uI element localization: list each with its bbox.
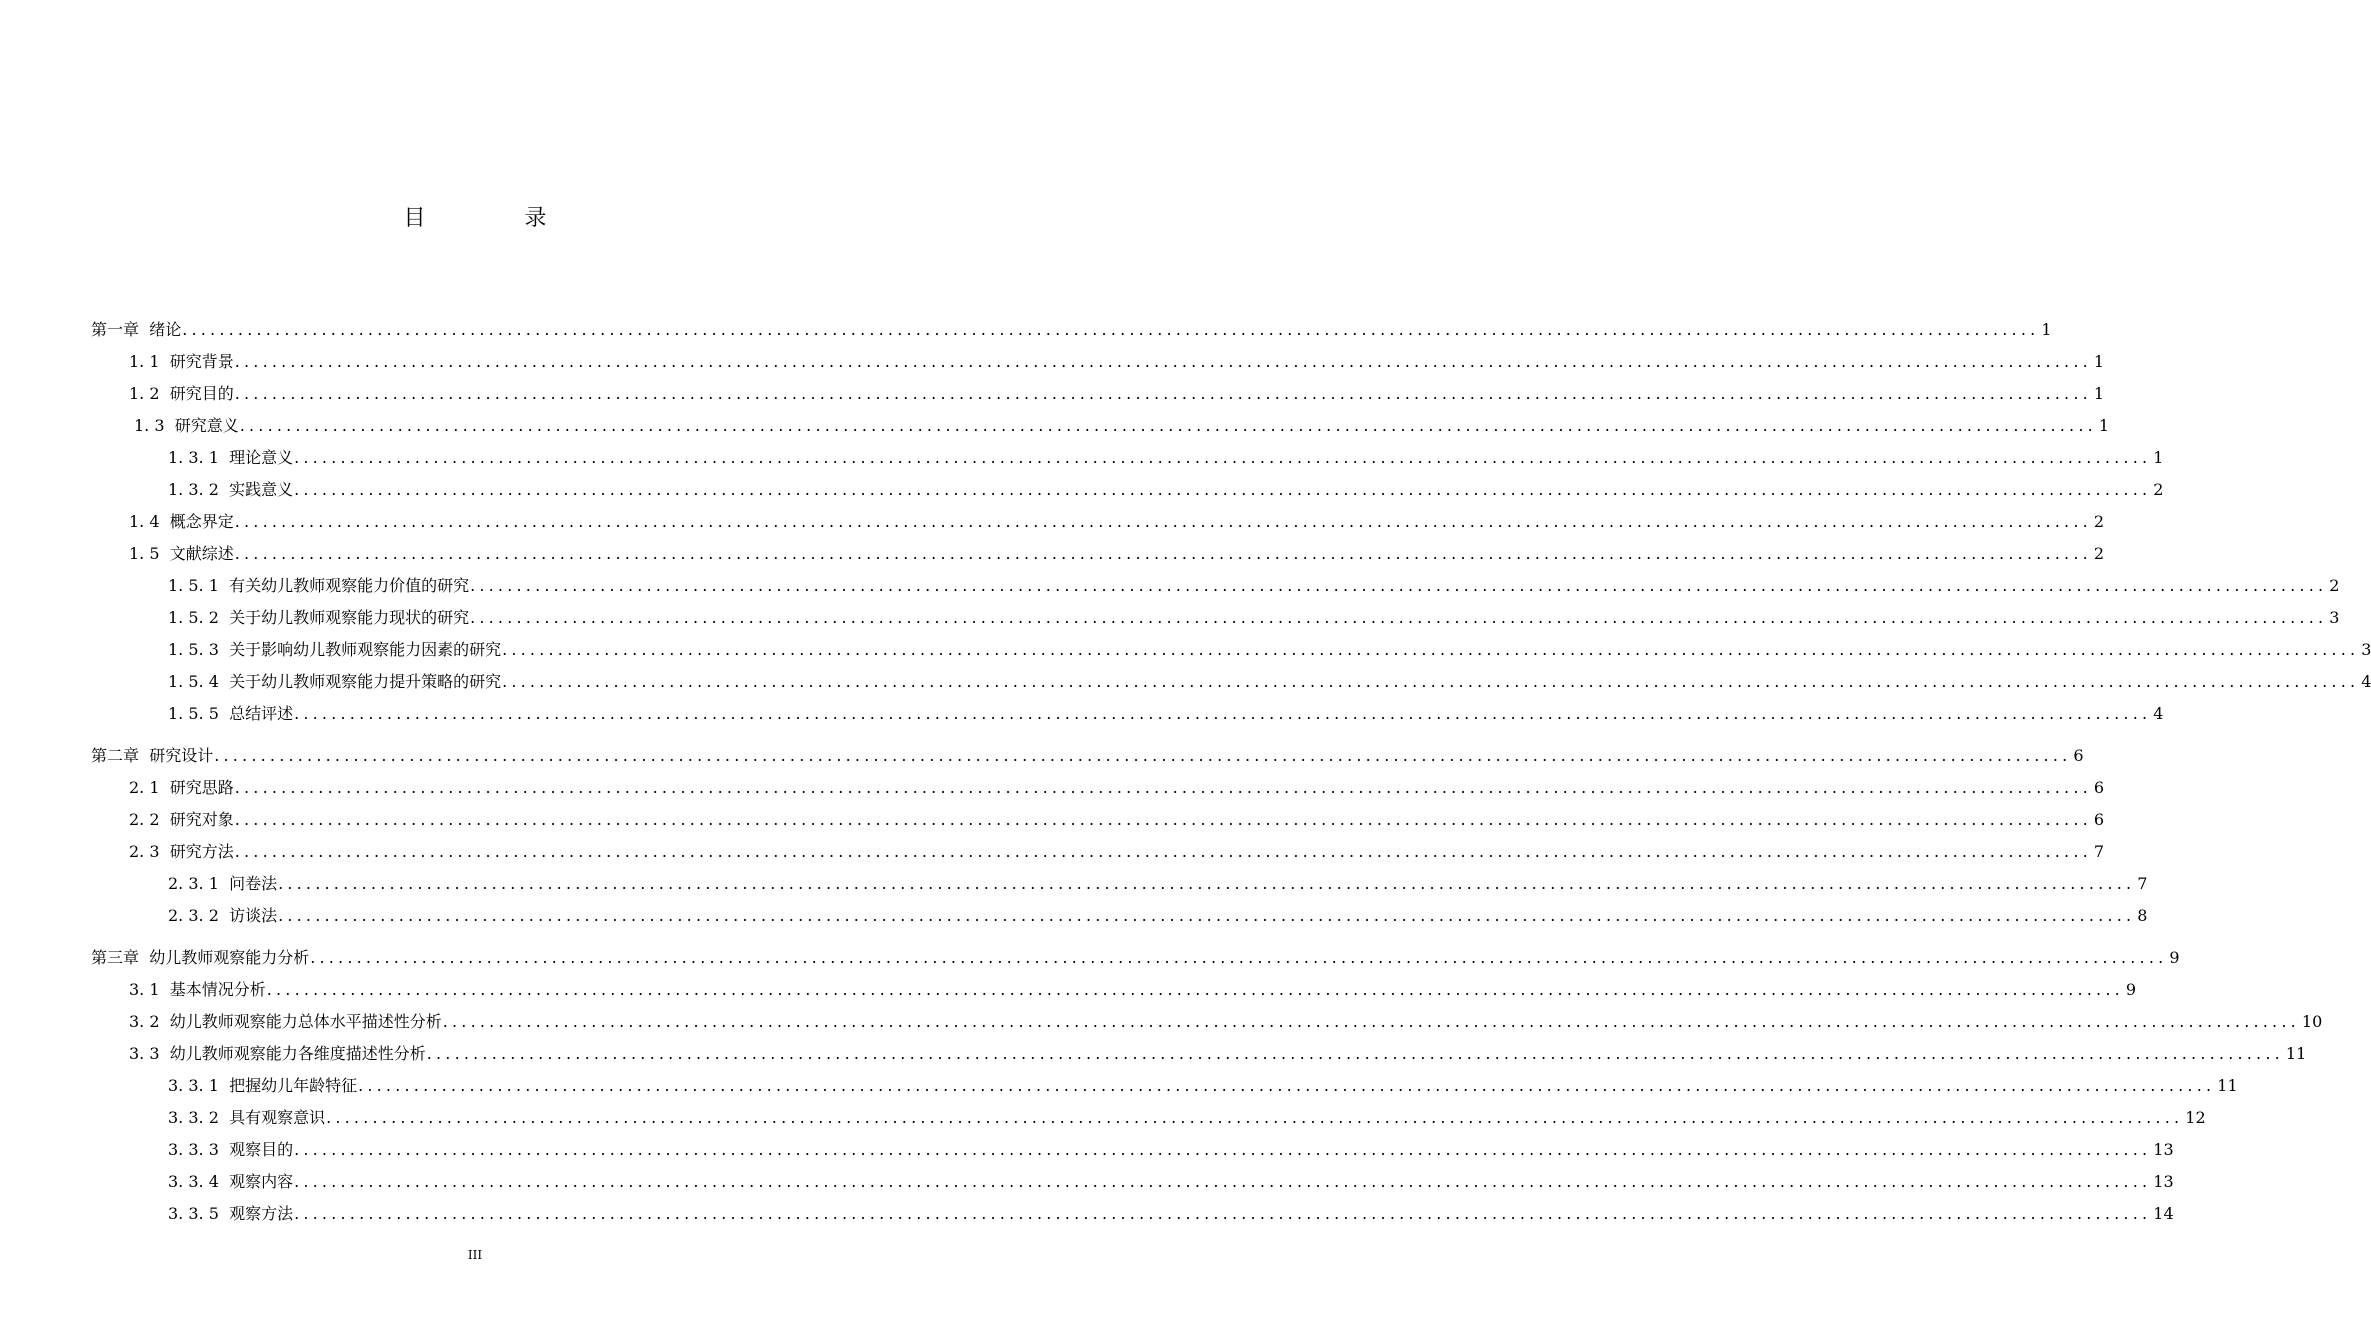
toc-entry-title: 理论意义 [229, 448, 294, 467]
toc-entry[interactable] [91, 438, 2164, 470]
toc-entry[interactable] [91, 1002, 2323, 1034]
toc-leader-dots: ........................................................................................................................................................................................................ [442, 1012, 2300, 1031]
toc-entry-title: 研究意义 [174, 416, 239, 435]
toc-leader-dots: ........................................................................................................................................................................................................ [358, 1076, 2216, 1095]
toc-entry-title: 有关幼儿教师观察能力价值的研究 [229, 576, 470, 595]
toc-entry[interactable] [91, 534, 2105, 566]
toc-leader-dots: ........................................................................................................................................................................................................ [502, 640, 2360, 659]
toc-entry-number: 1. 5. 4 [168, 672, 219, 691]
toc-entry-page: 2 [2093, 512, 2105, 531]
toc-entry-number: 1. 3. 2 [168, 480, 219, 499]
toc-entry-number: 1. 5. 1 [168, 576, 219, 595]
toc-leader-dots: ........................................................................................................................................................................................................ [239, 416, 2097, 435]
toc-entry[interactable] [91, 768, 2105, 800]
toc-leader-dots: ........................................................................................................................................................................................................ [234, 778, 2092, 797]
toc-leader-dots: ........................................................................................................................................................................................................ [294, 1140, 2152, 1159]
toc-entry-title: 研究背景 [169, 352, 234, 371]
toc-entry-page: 2 [2153, 480, 2164, 499]
toc-leader-dots: ........................................................................................................................................................................................................ [294, 448, 2152, 467]
toc-entry-number: 3. 3 [129, 1044, 160, 1063]
toc-entry-number: 3. 3. 3 [168, 1140, 219, 1159]
toc-entry[interactable] [91, 502, 2105, 534]
toc-entry-title: 实践意义 [229, 480, 294, 499]
toc-entry-page: 1 [2041, 320, 2052, 339]
toc-entry-title: 访谈法 [229, 906, 278, 925]
toc-entry-title: 研究思路 [169, 778, 234, 797]
toc-entry-title: 绪论 [149, 320, 182, 339]
toc-entry-number: 1. 4 [129, 512, 160, 531]
toc-leader-dots: ........................................................................................................................................................................................................ [234, 352, 2092, 371]
toc-entry-page: 10 [2301, 1012, 2323, 1031]
toc-entry-page: 1 [2098, 416, 2110, 435]
toc-entry-page: 3 [2361, 640, 2371, 659]
toc-entry-number: 1. 2 [129, 384, 160, 403]
toc-entry-number: 3. 3. 5 [168, 1204, 219, 1223]
toc-entry-page: 11 [2217, 1076, 2238, 1095]
toc-entry-number: 3. 3. 2 [168, 1108, 219, 1127]
toc-entry-title: 关于幼儿教师观察能力提升策略的研究 [229, 672, 502, 691]
toc-entry-title: 观察方法 [229, 1204, 294, 1223]
page-number: III [467, 1248, 483, 1262]
toc-entry-title: 研究方法 [169, 842, 234, 861]
toc-entry-number: 2. 3 [129, 842, 160, 861]
toc-entry-page: 6 [2093, 778, 2105, 797]
toc-leader-dots: ........................................................................................................................................................................................................ [234, 544, 2092, 563]
toc-entry-title: 幼儿教师观察能力各维度描述性分析 [169, 1044, 426, 1063]
toc-entry-title: 概念界定 [169, 512, 234, 531]
toc-entry[interactable] [91, 374, 2105, 406]
toc-entry-number: 1. 1 [129, 352, 160, 371]
toc-entry-page: 2 [2093, 544, 2105, 563]
toc-entry-title: 具有观察意识 [229, 1108, 326, 1127]
toc-entry[interactable] [91, 630, 2371, 662]
toc-leader-dots: ........................................................................................................................................................................................................ [182, 320, 2040, 339]
toc-entry-title: 总结评述 [229, 704, 294, 723]
toc-entry[interactable] [91, 342, 2105, 374]
toc-leader-dots: ........................................................................................................................................................................................................ [278, 906, 2136, 925]
toc-entry-number: 第二章 [91, 746, 140, 765]
toc-entry-page: 14 [2153, 1204, 2174, 1223]
toc-leader-dots: ........................................................................................................................................................................................................ [266, 980, 2124, 999]
toc-entry-page: 3 [2329, 608, 2340, 627]
toc-entry[interactable] [91, 566, 2340, 598]
toc-entry[interactable] [91, 970, 2137, 1002]
toc-entry-number: 1. 3. 1 [168, 448, 219, 467]
toc-entry[interactable] [91, 736, 2084, 768]
toc-leader-dots: ........................................................................................................................................................................................................ [234, 810, 2092, 829]
toc-entry[interactable] [91, 832, 2105, 864]
toc-entry-page: 13 [2153, 1172, 2174, 1191]
toc-entry-page: 13 [2153, 1140, 2174, 1159]
toc-entry-title: 关于幼儿教师观察能力现状的研究 [229, 608, 470, 627]
toc-entry[interactable] [91, 938, 2180, 970]
toc-entry-title: 研究设计 [149, 746, 214, 765]
toc-entry-page: 1 [2093, 352, 2105, 371]
toc-leader-dots: ........................................................................................................................................................................................................ [234, 384, 2092, 403]
toc-entry-number: 3. 2 [129, 1012, 160, 1031]
toc-entry-title: 观察目的 [229, 1140, 294, 1159]
toc-entry[interactable] [91, 598, 2340, 630]
toc-entry-number: 3. 3. 1 [168, 1076, 219, 1095]
toc-entry[interactable] [91, 1066, 2238, 1098]
toc-entry-title: 幼儿教师观察能力总体水平描述性分析 [169, 1012, 442, 1031]
toc-entry-title: 关于影响幼儿教师观察能力因素的研究 [229, 640, 502, 659]
toc-entry[interactable] [91, 662, 2371, 694]
toc-entry-page: 6 [2093, 810, 2105, 829]
toc-entry[interactable] [91, 1098, 2206, 1130]
toc-entry-number: 1. 5. 5 [168, 704, 219, 723]
toc-entry-number: 1. 3 [134, 416, 165, 435]
toc-leader-dots: ........................................................................................................................................................................................................ [294, 1204, 2152, 1223]
toc-entry-title: 问卷法 [229, 874, 278, 893]
toc-entry-page: 7 [2137, 874, 2148, 893]
toc-entry-page: 9 [2125, 980, 2137, 999]
toc-entry-title: 文献综述 [169, 544, 234, 563]
toc-entry-number: 1. 5. 3 [168, 640, 219, 659]
toc-entry-page: 6 [2073, 746, 2084, 765]
toc-title: 目 录 [403, 206, 593, 231]
toc-entry-page: 1 [2093, 384, 2105, 403]
toc-entry-title: 基本情况分析 [169, 980, 266, 999]
toc-entry-title: 把握幼儿年龄特征 [229, 1076, 358, 1095]
toc-leader-dots: ........................................................................................................................................................................................................ [234, 512, 2092, 531]
toc-entry-title: 幼儿教师观察能力分析 [149, 948, 310, 967]
toc-entry-page: 4 [2153, 704, 2164, 723]
toc-entry-page: 4 [2361, 672, 2371, 691]
toc-leader-dots: ........................................................................................................................................................................................................ [234, 842, 2092, 861]
toc-leader-dots: ........................................................................................................................................................................................................ [326, 1108, 2184, 1127]
toc-entry-number: 2. 2 [129, 810, 160, 829]
toc-entry-page: 7 [2093, 842, 2105, 861]
toc-entry[interactable] [91, 864, 2148, 896]
toc-entry-page: 1 [2153, 448, 2164, 467]
toc-entry[interactable] [91, 310, 2052, 342]
toc-entry[interactable] [91, 1034, 2307, 1066]
toc-leader-dots: ........................................................................................................................................................................................................ [278, 874, 2136, 893]
toc-entry-number: 2. 3. 1 [168, 874, 219, 893]
toc-entry[interactable] [91, 1130, 2174, 1162]
toc-leader-dots: ........................................................................................................................................................................................................ [470, 608, 2328, 627]
toc-entry-number: 1. 5. 2 [168, 608, 219, 627]
toc-entry-number: 2. 1 [129, 778, 160, 797]
toc-entry[interactable] [91, 470, 2164, 502]
toc-entry-number: 3. 1 [129, 980, 160, 999]
toc-entry-number: 2. 3. 2 [168, 906, 219, 925]
toc-entry[interactable] [91, 800, 2105, 832]
toc-entry-page: 8 [2137, 906, 2148, 925]
toc-entry[interactable] [91, 694, 2164, 726]
toc-entry[interactable] [91, 896, 2148, 928]
toc-entry-title: 研究对象 [169, 810, 234, 829]
toc-entry-number: 1. 5 [129, 544, 160, 563]
toc-entry-title: 观察内容 [229, 1172, 294, 1191]
toc-leader-dots: ........................................................................................................................................................................................................ [294, 704, 2152, 723]
toc-leader-dots: ........................................................................................................................................................................................................ [294, 480, 2152, 499]
toc-leader-dots: ........................................................................................................................................................................................................ [502, 672, 2360, 691]
toc-leader-dots: ........................................................................................................................................................................................................ [294, 1172, 2152, 1191]
toc-entry-number: 第一章 [91, 320, 140, 339]
toc-entry-title: 研究目的 [169, 384, 234, 403]
toc-entry-number: 第三章 [91, 948, 140, 967]
toc-leader-dots: ........................................................................................................................................................................................................ [470, 576, 2328, 595]
toc-entry-page: 9 [2169, 948, 2180, 967]
toc-leader-dots: ........................................................................................................................................................................................................ [214, 746, 2072, 765]
toc-entry[interactable] [91, 406, 2110, 438]
toc-entry[interactable] [91, 1162, 2174, 1194]
table-of-contents [91, 310, 2371, 1226]
toc-leader-dots: ........................................................................................................................................................................................................ [426, 1044, 2284, 1063]
toc-entry[interactable] [91, 1194, 2174, 1226]
toc-entry-page: 11 [2285, 1044, 2307, 1063]
toc-entry-page: 2 [2329, 576, 2340, 595]
toc-entry-number: 3. 3. 4 [168, 1172, 219, 1191]
toc-entry-page: 12 [2185, 1108, 2206, 1127]
toc-leader-dots: ........................................................................................................................................................................................................ [310, 948, 2168, 967]
